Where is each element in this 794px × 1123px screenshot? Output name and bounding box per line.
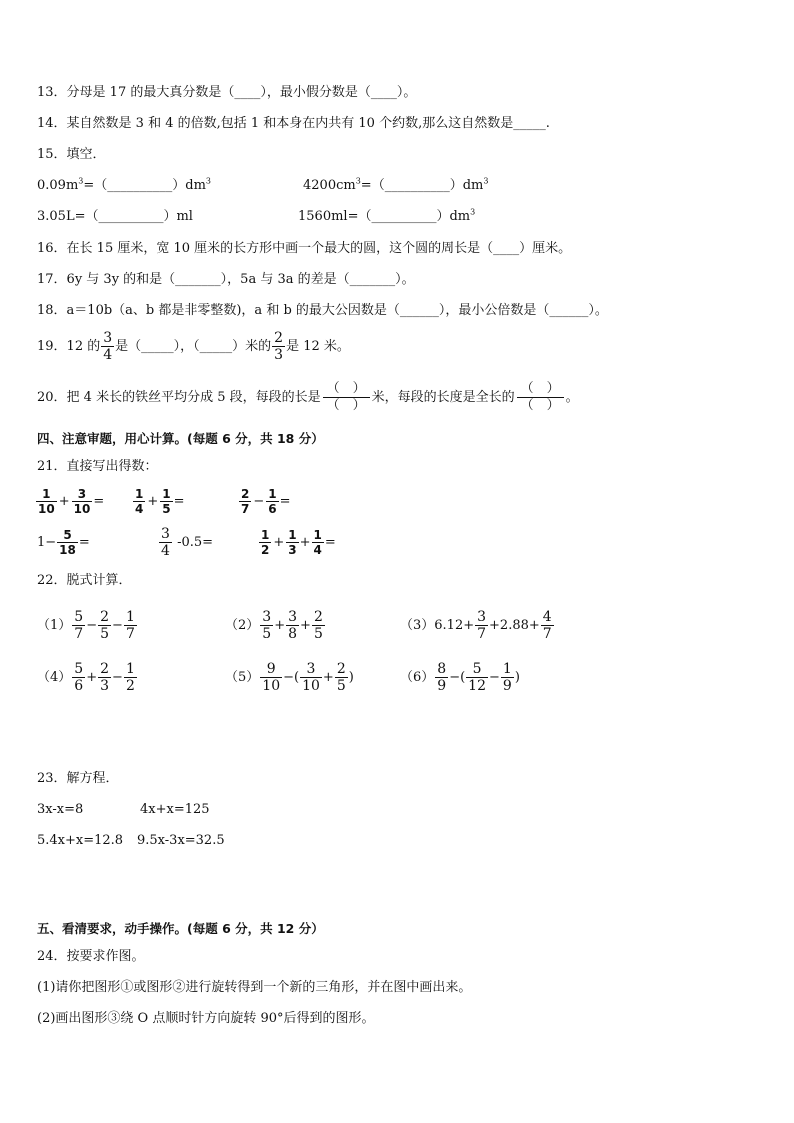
section-4-heading: 四、注意审题，用心计算。(每题 6 分，共 18 分） <box>37 431 324 446</box>
question-17: 17．6y 与 3y 的和是（_______），5a 与 3a 的差是（_______）。 <box>37 272 415 287</box>
q21-item-a: $\frac{1}{10}$ + $\frac{3}{10}$ = <box>38 487 105 516</box>
question-19: 19．12 的 $\frac{3}{4}$ 是（_____），（_____）米的 $\frac{2}{3}$ 是 12 米。 <box>37 330 350 363</box>
q21-item-d: 1− $\frac{5}{18}$ = <box>37 528 90 557</box>
fraction: $\frac{3}{4}$ <box>103 330 113 363</box>
question-23: 23．解方程． <box>37 771 119 786</box>
question-15: 15．填空． <box>37 147 106 162</box>
question-13: 13．分母是 17 的最大真分数是（____），最小假分数是（____）。 <box>37 85 417 100</box>
q23-equation-1: 3x-x=8 <box>37 802 84 817</box>
q21-item-c: $\frac{2}{7}$ − $\frac{1}{6}$ = <box>241 487 291 516</box>
q23-equation-3: 5.4x+x=12.8 <box>37 833 124 848</box>
q22-item-2: （2） $\frac{3}{5}$ + $\frac{3}{8}$ + $\frac{2}{5}$ <box>225 609 323 642</box>
question-20: 20．把 4 米长的铁丝平均分成 5 段，每段的长是 $\frac{( )}{( )}$ 米，每段的长度是全长的 $\frac{( )}{( )}$ 。 <box>37 381 579 413</box>
q21-item-b: $\frac{1}{4}$ + $\frac{1}{5}$ = <box>135 487 185 516</box>
question-14: 14．某自然数是 3 和 4 的倍数,包括 1 和本身在内共有 10 个约数,那么这自然数是_____. <box>37 116 550 131</box>
question-22: 22．脱式计算． <box>37 573 132 588</box>
q23-equation-2: 4x+x=125 <box>140 802 210 817</box>
blank-fraction: $\frac{( )}{( )}$ <box>323 381 370 414</box>
q22-item-1: （1） $\frac{5}{7}$ − $\frac{2}{5}$ − $\frac{1}{7}$ <box>37 609 135 642</box>
q23-equation-4: 9.5x-3x=32.5 <box>137 833 225 848</box>
q22-item-3: （3）6.12+ $\frac{3}{7}$ +2.88+ $\frac{4}{7}$ <box>400 609 552 642</box>
q24-part-2: (2)画出图形③绕 O 点顺时针方向旋转 90°后得到的图形。 <box>37 1011 375 1026</box>
blank-fraction: $\frac{( )}{( )}$ <box>517 381 564 414</box>
question-18: 18．a＝10b（a、b 都是非零整数)，a 和 b 的最大公因数是（______），最小公倍数是（______）。 <box>37 303 608 318</box>
q15-item-4: $1560ml=(\_\_\_\_\_\_\_\_\_\_)dm^3$ <box>298 207 476 224</box>
q24-part-1: (1)请你把图形①或图形②进行旋转得到一个新的三角形，并在图中画出来。 <box>37 980 472 995</box>
question-21: 21．直接写出得数： <box>37 459 158 474</box>
fraction: $\frac{2}{3}$ <box>274 330 284 363</box>
q15-item-3: 3.05L=（__________）ml <box>37 209 193 224</box>
question-24: 24．按要求作图。 <box>37 949 145 964</box>
q22-item-4: （4） $\frac{5}{6}$ + $\frac{2}{3}$ − $\frac{1}{2}$ <box>37 661 135 694</box>
question-16: 16．在长 15 厘米，宽 10 厘米的长方形中画一个最大的圆，这个圆的周长是（____）厘米。 <box>37 241 572 256</box>
q15-item-2: $4200cm^3=(\_\_\_\_\_\_\_\_\_\_)dm^3$ <box>303 176 489 193</box>
q15-item-1: $0.09m^3=(\_\_\_\_\_\_\_\_\_\_)dm^3$ <box>37 176 212 193</box>
section-5-heading: 五、看清要求，动手操作。(每题 6 分，共 12 分） <box>37 921 324 936</box>
q21-item-f: $\frac{1}{2}$ + $\frac{1}{3}$ + $\frac{1}{4}$ = <box>261 528 336 557</box>
q21-item-e: $\frac{3}{4}$ -0.5= <box>161 526 214 559</box>
q22-item-6: （6） $\frac{8}{9}$ −( $\frac{5}{12}$ − $\frac{1}{9}$ ) <box>400 661 520 694</box>
q22-item-5: （5） $\frac{9}{10}$ −( $\frac{3}{10}$ + $\frac{2}{5}$ ) <box>225 661 354 694</box>
